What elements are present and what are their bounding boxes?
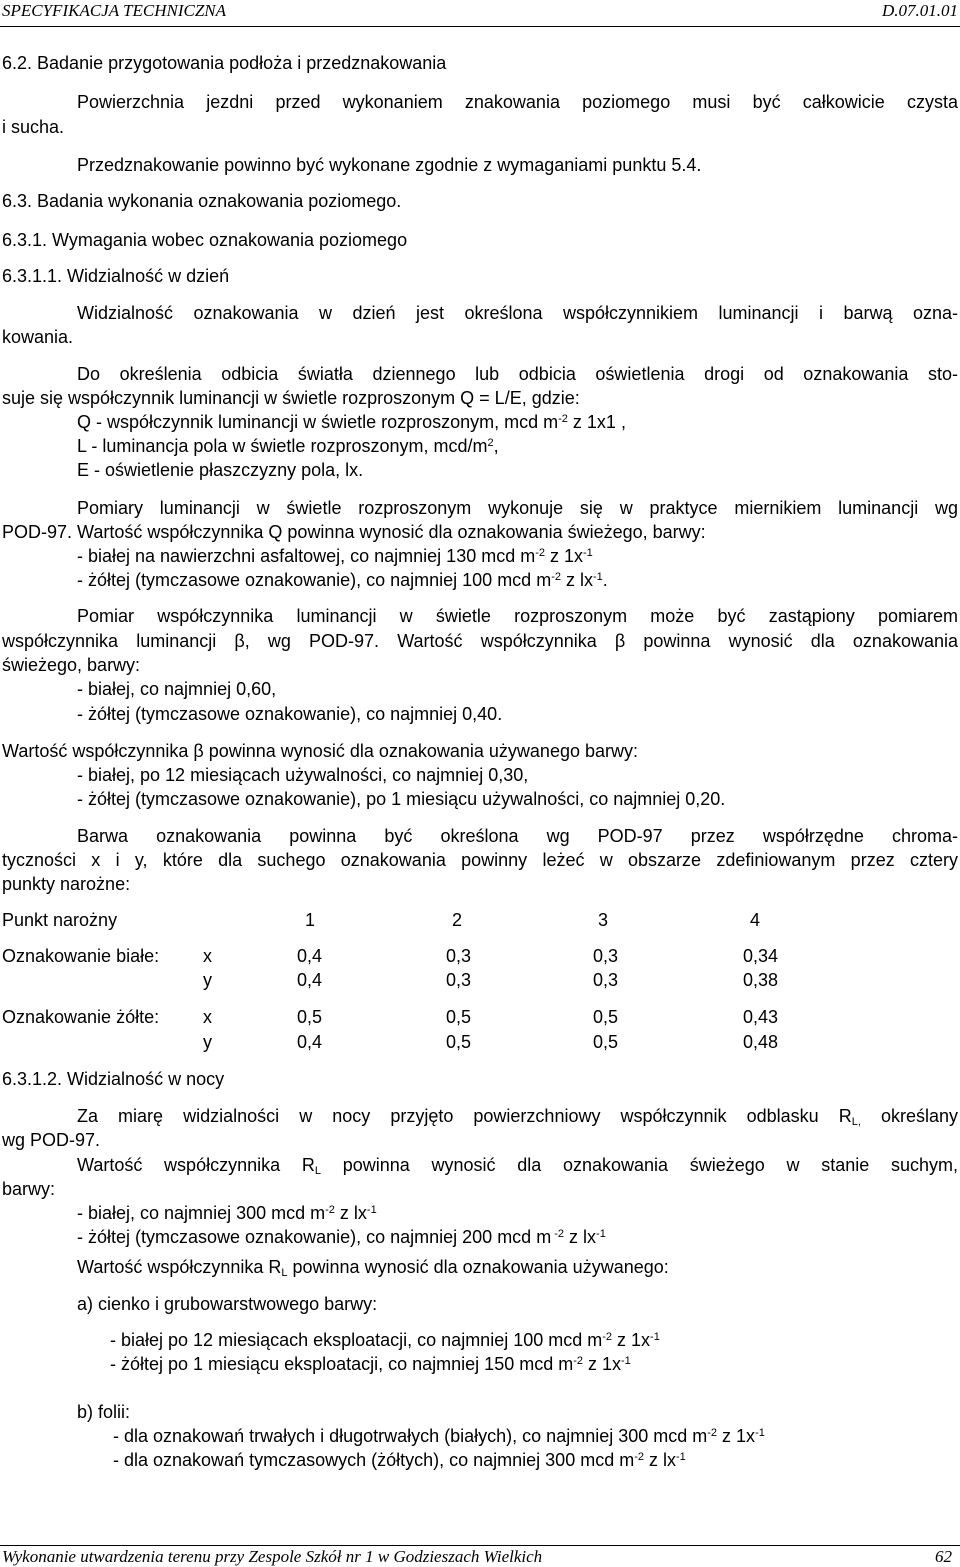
paragraph-measurement-line2: POD-97. Wartość współczynnika Q powinna wynosić dla oznakowania świeżego, barwy: [2, 522, 706, 542]
table-row-white-label: Oznakowanie białe: [2, 946, 160, 966]
table-col-4: 4 [750, 910, 761, 930]
paragraph-premarking: Przedznakowanie powinno być wykonane zgodnie z wymaganiami punktu 5.4. [77, 155, 702, 175]
table-cell: 0,4 [297, 946, 323, 966]
list-item-yellow-q: - żółtej (tymczasowe oznakowanie), co najmniej 100 mcd $m^{-2}$ z $lx^{-1}$. [77, 570, 608, 590]
table-cell: 0,48 [743, 1032, 779, 1052]
list-item-white-q: - białej na nawierzchni asfaltowej, co najmniej 130 mcd $m^{-2}$ z $1x^{-1}$ [77, 546, 593, 566]
table-row-yellow-label: Oznakowanie żółte: [2, 1007, 160, 1027]
subheading-b: b) folii: [77, 1402, 131, 1422]
table-col-3: 3 [598, 910, 609, 930]
table-cell: 0,5 [593, 1007, 619, 1027]
paragraph-beta-used: Wartość współczynnika β powinna wynosić dla oznakowania używanego barwy: [2, 741, 638, 761]
list-item-foil-temporary: - dla oznakowań tymczasowych (żółtych), co najmniej 300 mcd $m^{-2}$ z $lx^{-1}$ [113, 1450, 686, 1470]
table-row-yellow-x: x [203, 1007, 212, 1027]
page-footer [0, 1545, 960, 1566]
paragraph-surface-line1: Powierzchnia jezdni przed wykonaniem znakowania poziomego musi być całkowicie czysta [77, 92, 958, 112]
table-cell: 0,4 [297, 1032, 323, 1052]
paragraph-color-line2: tyczności x i y, które dla suchego oznakowania powinny leżeć w obszarze zdefiniowanym przez cztery [2, 850, 958, 870]
paragraph-beta-line2: współczynnika luminancji β, wg POD-97. Wartość współczynnika β powinna wynosić dla oznakowania [2, 631, 958, 651]
paragraph-rl-used: Wartość współczynnika $R_L$ powinna wynosić dla oznakowania używanego: [77, 1257, 669, 1279]
list-item-yellow-beta: - żółtej (tymczasowe oznakowanie), co najmniej 0,40. [77, 704, 503, 724]
table-cell: 0,43 [743, 1007, 779, 1027]
table-cell: 0,4 [297, 970, 323, 990]
footer-project: Wykonanie utwardzenia terenu przy Zespole Szkół nr 1 w Godzieszach Wielkich [2, 1547, 543, 1566]
paragraph-day-visibility-line1: Widzialność oznakowania w dzień jest określona współczynnikiem luminancji i barwą ozna- [77, 303, 958, 323]
paragraph-color-line3: punkty narożne: [2, 874, 131, 894]
list-item-white-rl: - białej, co najmniej 300 mcd $m^{-2}$ z $lx^{-1}$ [77, 1203, 377, 1223]
table-cell: 0,34 [743, 946, 779, 966]
table-col-1: 1 [305, 910, 316, 930]
header-title: SPECYFIKACJA TECHNICZNA [2, 1, 227, 20]
table-cell: 0,38 [743, 970, 779, 990]
list-item-yellow-rl-used: - żółtej po 1 miesiącu eksploatacji, co najmniej 150 mcd $m^{-2}$ z $1x^{-1}$ [110, 1354, 631, 1374]
paragraph-color-line1: Barwa oznakowania powinna być określona wg POD-97 przez współrzędne chroma- [77, 826, 958, 846]
paragraph-rl-fresh-line1: Wartość współczynnika $R_L$ powinna wynosić dla oznakowania świeżego w stanie suchym, [77, 1155, 959, 1177]
definition-q: Q - współczynnik luminancji w świetle rozproszonym, mcd $m^{-2}$ z 1x1 , [77, 412, 626, 432]
paragraph-beta-line3: świeżego, barwy: [2, 655, 141, 675]
list-item-white-beta: - białej, co najmniej 0,60, [77, 679, 277, 699]
paragraph-rl-fresh-line2: barwy: [2, 1179, 56, 1199]
table-cell: 0,3 [593, 946, 619, 966]
page-number: 62 [935, 1547, 952, 1566]
section-heading-6-3: 6.3. Badania wykonania oznakowania poziomego. [2, 191, 402, 211]
list-item-white-beta-used: - białej, po 12 miesiącach używalności, co najmniej 0,30, [77, 765, 529, 785]
section-heading-6-3-1-2: 6.3.1.2. Widzialność w nocy [2, 1069, 225, 1089]
paragraph-luminance-line1: Do określenia odbicia światła dziennego lub odbicia oświetlenia drogi od oznakowania sto- [77, 364, 958, 384]
table-header-label: Punkt narożny [2, 910, 118, 930]
paragraph-day-visibility-line2: kowania. [2, 327, 74, 347]
table-cell: 0,5 [446, 1032, 472, 1052]
list-item-yellow-beta-used: - żółtej (tymczasowe oznakowanie), po 1 miesiącu używalności, co najmniej 0,20. [77, 789, 726, 809]
section-heading-6-3-1: 6.3.1. Wymagania wobec oznakowania poziomego [2, 230, 408, 250]
list-item-yellow-rl: - żółtej (tymczasowe oznakowanie), co najmniej 200 mcd m $^{-2}$ z $lx^{-1}$ [77, 1227, 606, 1247]
table-row-yellow-y: y [203, 1032, 212, 1052]
section-heading-6-3-1-1: 6.3.1.1. Widzialność w dzień [2, 266, 230, 286]
table-cell: 0,3 [593, 970, 619, 990]
paragraph-luminance-line2: suje się współczynnik luminancji w świetle rozproszonym Q = L/E, gdzie: [2, 388, 580, 408]
table-cell: 0,3 [446, 970, 472, 990]
subheading-a: a) cienko i grubowarstwowego barwy: [77, 1294, 378, 1314]
list-item-white-rl-used: - białej po 12 miesiącach eksploatacji, co najmniej 100 mcd $m^{-2}$ z $1x^{-1}$ [110, 1330, 660, 1350]
definition-l: L - luminancja pola w świetle rozproszonym, mcd/$m^2$, [77, 436, 499, 456]
definition-e: E - oświetlenie płaszczyzny pola, lx. [77, 460, 364, 480]
paragraph-beta-line1: Pomiar współczynnika luminancji w świetle rozproszonym może być zastąpiony pomiarem [77, 606, 958, 626]
paragraph-night-line2: wg POD-97. [2, 1130, 101, 1150]
table-cell: 0,5 [446, 1007, 472, 1027]
paragraph-night-line1: Za miarę widzialności w nocy przyjęto powierzchniowy współczynnik odblasku $R_{L,}$ określany [77, 1106, 958, 1128]
header-code: D.07.01.01 [881, 1, 958, 20]
paragraph-surface-line2: i sucha. [2, 117, 65, 137]
table-row-white-y: y [203, 970, 212, 990]
list-item-foil-permanent: - dla oznakowań trwałych i długotrwałych (białych), co najmniej 300 mcd $m^{-2}$ z $1x^{-1}$ [113, 1426, 765, 1446]
section-heading-6-2: 6.2. Badanie przygotowania podłoża i przedznakowania [2, 53, 447, 73]
page-header [0, 0, 960, 27]
table-cell: 0,5 [593, 1032, 619, 1052]
table-cell: 0,3 [446, 946, 472, 966]
table-col-2: 2 [452, 910, 463, 930]
table-cell: 0,5 [297, 1007, 323, 1027]
table-row-white-x: x [203, 946, 212, 966]
paragraph-measurement-line1: Pomiary luminancji w świetle rozproszonym wykonuje się w praktyce miernikiem luminancji wg [77, 498, 958, 518]
